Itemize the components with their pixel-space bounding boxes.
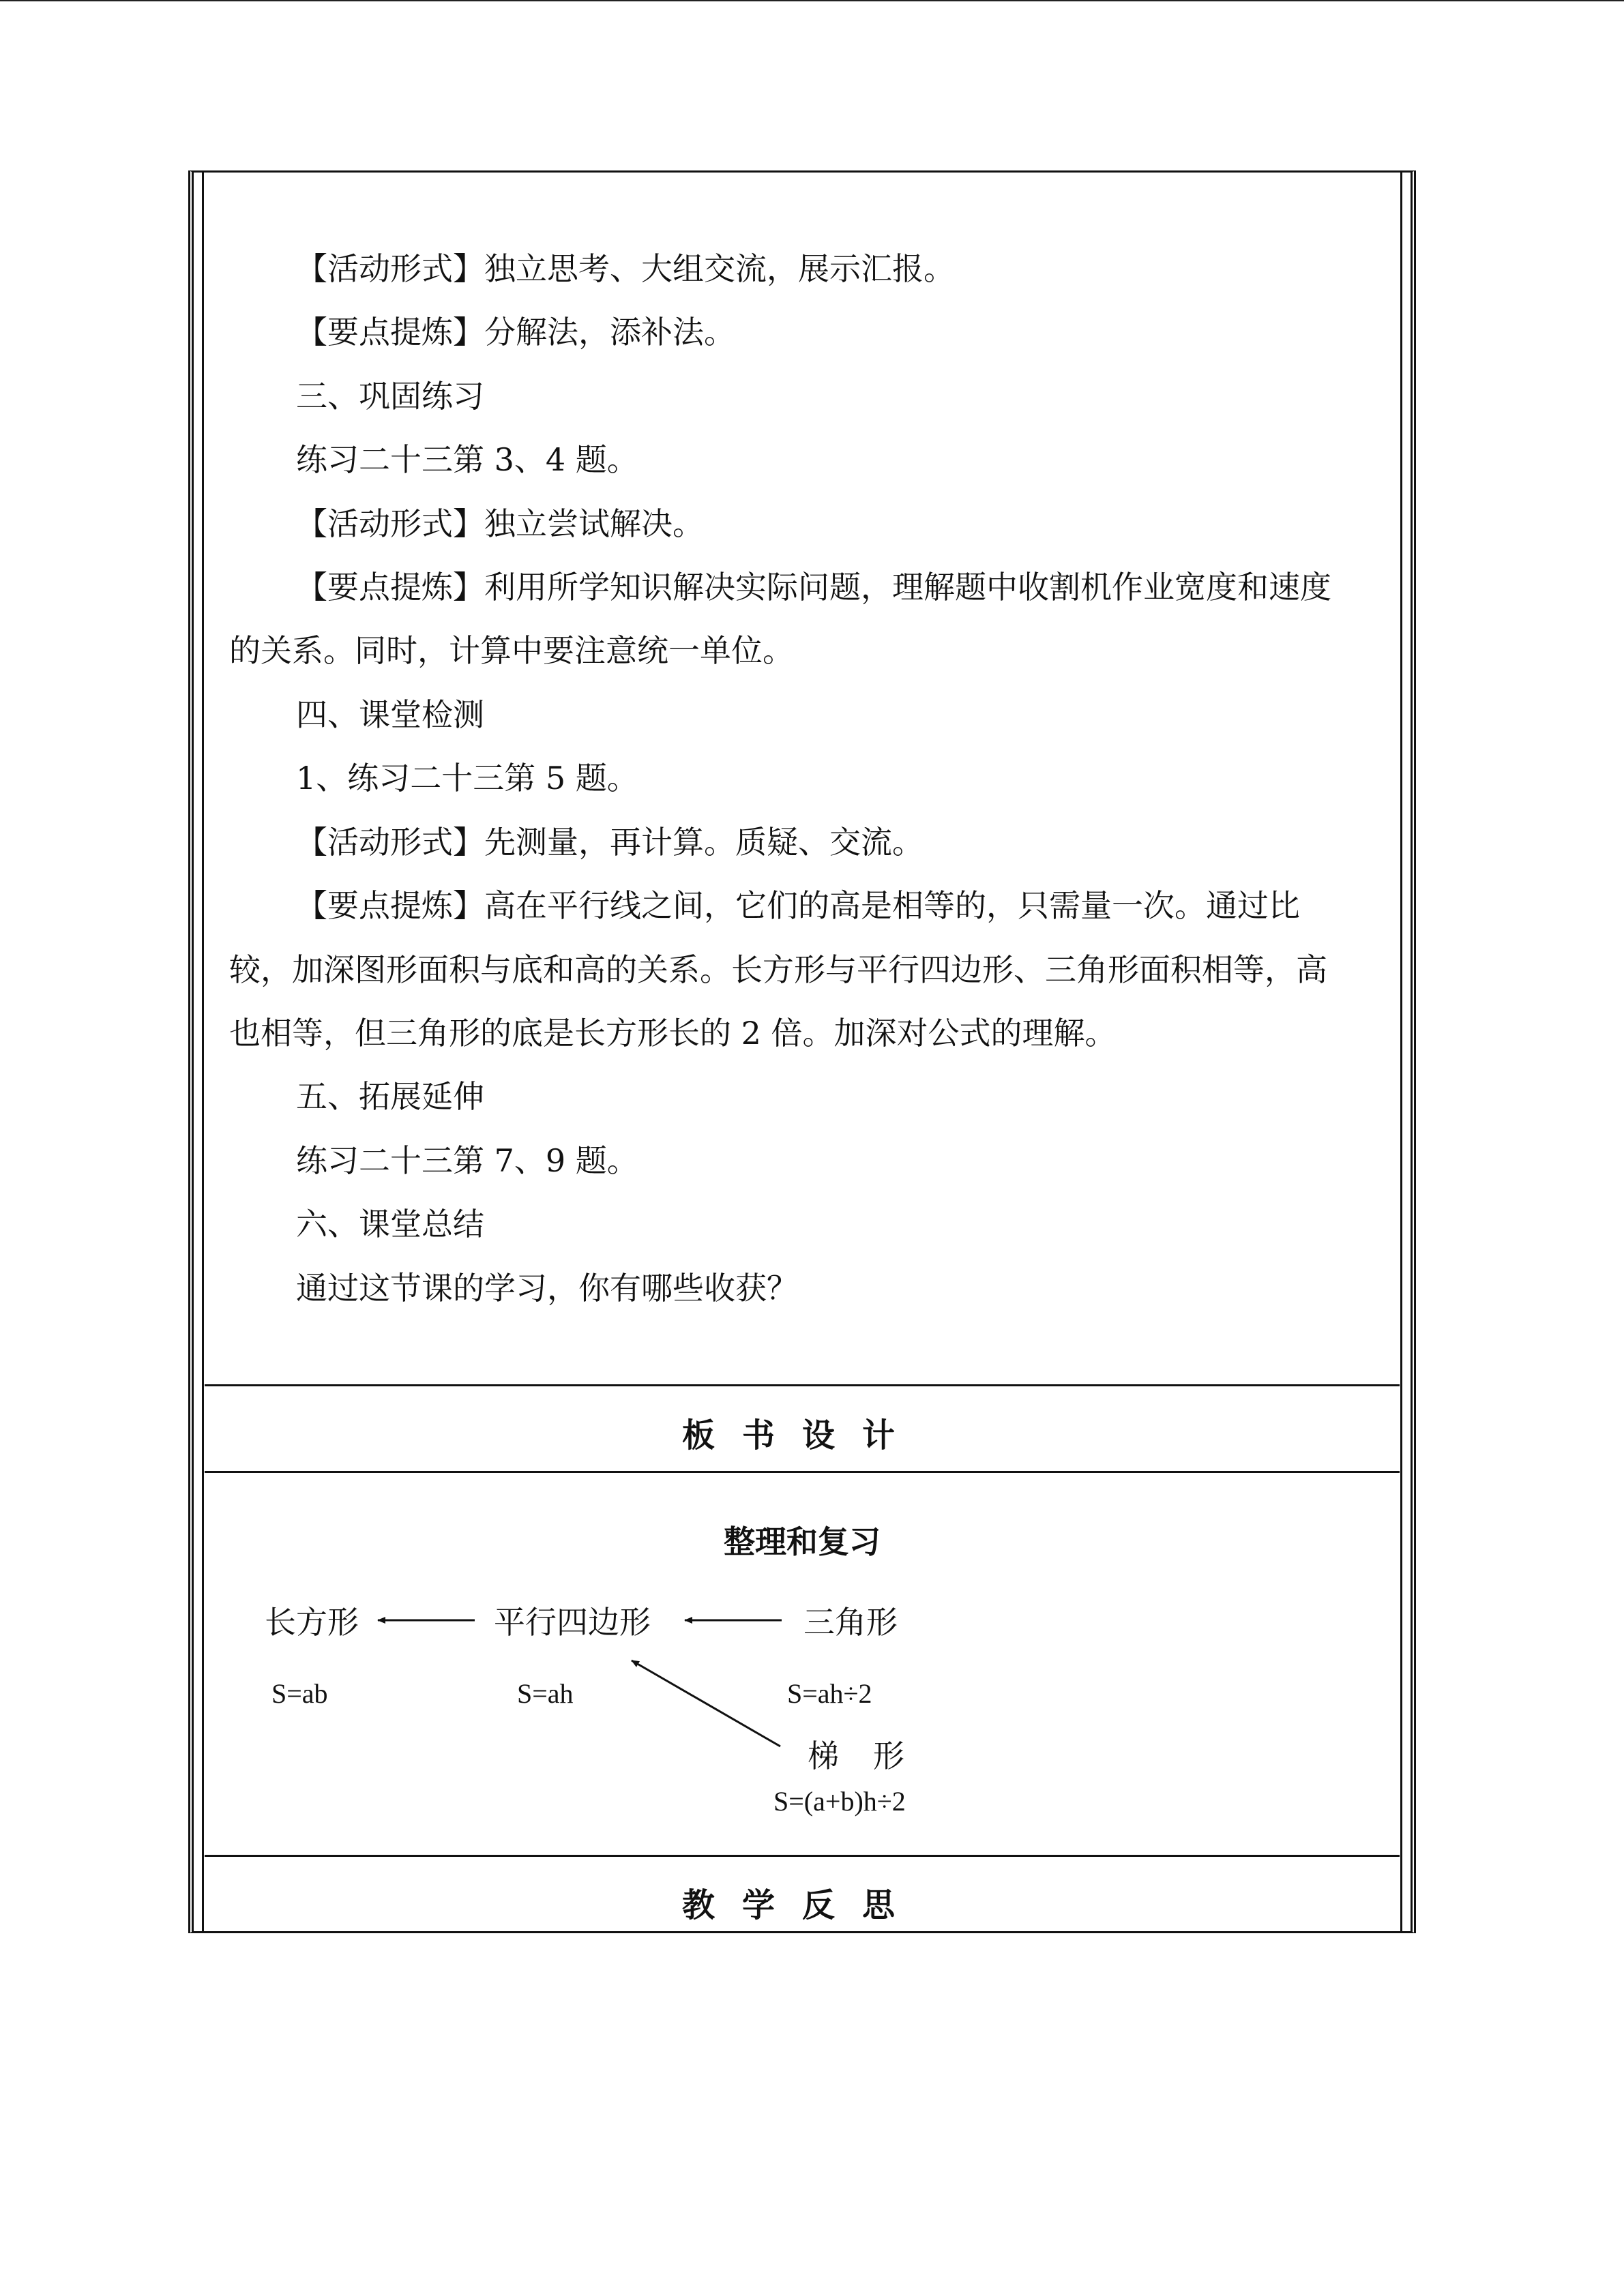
text-line-9: 1、练习二十三第 5 题。 bbox=[296, 760, 638, 796]
text-line-10: 【活动形式】先测量，再计算。质疑、交流。 bbox=[296, 824, 924, 861]
board-arrows bbox=[194, 173, 1421, 1935]
triangle-formula: S=ah÷2 bbox=[787, 1678, 872, 1709]
board-design-heading: 板书设计 bbox=[681, 1416, 922, 1455]
text-line-16: 六、课堂总结 bbox=[296, 1206, 484, 1242]
text-line-1: 【活动形式】独立思考、大组交流，展示汇报。 bbox=[296, 250, 955, 287]
parallelogram-label: 平行四边形 bbox=[494, 1604, 651, 1641]
text-line-3: 三、巩固练习 bbox=[296, 378, 484, 415]
text-line-12: 较，加深图形面积与底和高的关系。长方形与平行四边形、三角形面积相等，高 bbox=[229, 951, 1327, 988]
text-line-13: 也相等，但三角形的底是长方形长的 2 倍。加深对公式的理解。 bbox=[229, 1015, 1117, 1052]
text-line-6: 【要点提炼】利用所学知识解决实际问题，理解题中收割机作业宽度和速度 bbox=[296, 569, 1331, 606]
text-line-11: 【要点提炼】高在平行线之间，它们的高是相等的，只需量一次。通过比 bbox=[296, 887, 1300, 924]
arrow-trapezoid-to-parallelogram bbox=[632, 1660, 780, 1746]
rectangle-formula: S=ab bbox=[271, 1678, 328, 1709]
text-line-14: 五、拓展延伸 bbox=[296, 1078, 484, 1115]
text-line-15: 练习二十三第 7、9 题。 bbox=[296, 1142, 638, 1179]
board-title: 整理和复习 bbox=[724, 1523, 881, 1560]
lesson-plan-table bbox=[188, 170, 1416, 1933]
rectangle-label: 长方形 bbox=[265, 1604, 359, 1641]
table-border-right-inner bbox=[1400, 173, 1402, 1931]
table-border-left-inner bbox=[202, 173, 204, 1931]
text-line-4: 练习二十三第 3、4 题。 bbox=[296, 441, 638, 478]
text-line-5: 【活动形式】独立尝试解决。 bbox=[296, 505, 704, 542]
trapezoid-formula: S=(a+b)h÷2 bbox=[773, 1786, 906, 1817]
triangle-label: 三角形 bbox=[803, 1604, 898, 1641]
table-row-divider bbox=[205, 1855, 1400, 1857]
teaching-reflection-heading: 教学反思 bbox=[681, 1886, 922, 1924]
parallelogram-formula: S=ah bbox=[517, 1678, 574, 1709]
trapezoid-label: 梯形 bbox=[808, 1738, 939, 1774]
page-top-rule bbox=[0, 0, 1624, 1]
table-row-divider bbox=[205, 1384, 1400, 1386]
text-line-8: 四、课堂检测 bbox=[296, 696, 484, 733]
text-line-2: 【要点提炼】分解法，添补法。 bbox=[296, 314, 735, 351]
text-line-7: 的关系。同时，计算中要注意统一单位。 bbox=[229, 632, 794, 669]
table-row-divider bbox=[205, 1471, 1400, 1473]
text-line-17: 通过这节课的学习，你有哪些收获？ bbox=[296, 1270, 798, 1307]
